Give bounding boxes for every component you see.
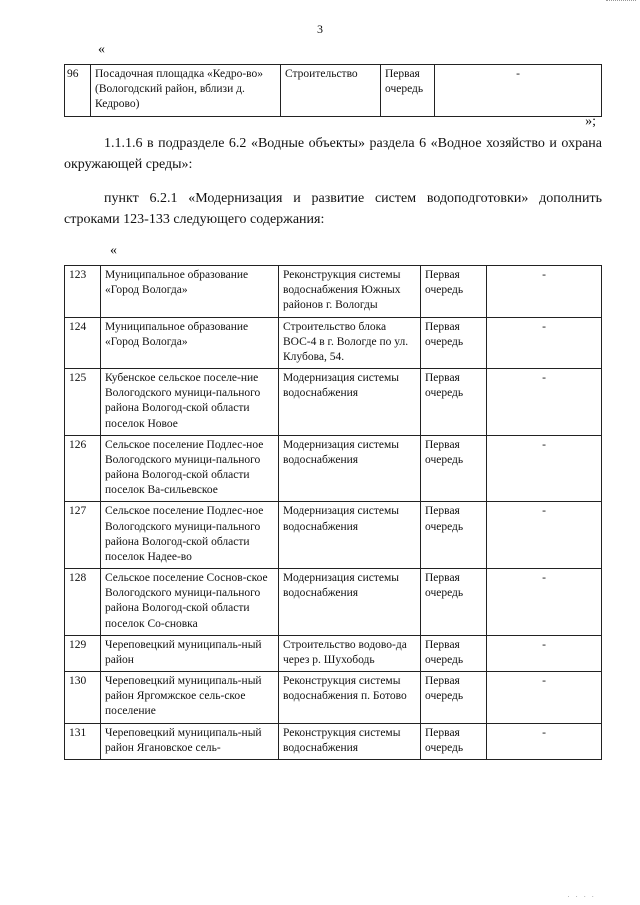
table-row — [65, 65, 602, 117]
cell-name: Муниципальное образование «Город Вологда» — [101, 266, 279, 318]
table-main — [64, 265, 602, 760]
table-row — [65, 369, 602, 436]
table-row — [65, 502, 602, 569]
cell-note: - — [487, 569, 602, 636]
cell-name: Кубенское сельское поселе-ние Вологодского муници-пального района Вологод-ской области поселок Новое — [101, 369, 279, 436]
paragraph-item-6-2-1: пункт 6.2.1 «Модернизация и развитие систем водоподготовки» дополнить строками 123-133 следующего содержания: — [64, 191, 602, 227]
table-row — [65, 266, 602, 318]
opening-quote-top: « — [98, 42, 105, 57]
cell-queue: Первая очередь — [421, 502, 487, 569]
table-row — [65, 435, 602, 502]
scan-corner-mark — [606, 0, 636, 6]
scan-bottom-mark: · · · · — [567, 893, 596, 901]
cell-name: Муниципальное образование «Город Вологда» — [101, 317, 279, 369]
cell-number: 123 — [65, 266, 101, 318]
cell-queue: Первая очередь — [421, 435, 487, 502]
cell-queue: Первая очередь — [421, 569, 487, 636]
table-row — [65, 723, 602, 759]
cell-name: Череповецкий муниципаль-ный район — [101, 635, 279, 671]
cell-number: 125 — [65, 369, 101, 436]
closing-quote: »; — [585, 114, 596, 129]
cell-note: - — [487, 317, 602, 369]
cell-queue: Первая очередь — [421, 266, 487, 318]
cell-number: 126 — [65, 435, 101, 502]
cell-number: 128 — [65, 569, 101, 636]
cell-name: Сельское поселение Подлес-ное Вологодского муници-пального района Вологод-ской области поселок Ва-сильевское — [101, 435, 279, 502]
cell-work: Реконструкция системы водоснабжения — [279, 723, 421, 759]
cell-note: - — [487, 723, 602, 759]
cell-queue: Первая очередь — [421, 635, 487, 671]
cell-name: Череповецкий муниципаль-ный район Яргомжское сель-ское поселение — [101, 672, 279, 724]
cell-note: - — [487, 266, 602, 318]
cell-note: - — [487, 369, 602, 436]
cell-number: 129 — [65, 635, 101, 671]
cell-note: - — [487, 502, 602, 569]
cell-name: Череповецкий муниципаль-ный район Ягановское сель- — [101, 723, 279, 759]
cell-name: Сельское поселение Соснов-ское Вологодского муници-пального района Вологод-ской области поселок Со-сновка — [101, 569, 279, 636]
opening-quote-main: « — [110, 243, 117, 258]
cell-work: Строительство блока ВОС-4 в г. Вологде по ул. Клубова, 54. — [279, 317, 421, 369]
cell-queue: Первая очередь — [421, 369, 487, 436]
table-row — [65, 569, 602, 636]
cell-work: Модернизация системы водоснабжения — [279, 435, 421, 502]
table-top — [64, 64, 602, 117]
page-number: 3 — [317, 22, 323, 36]
cell-work: Строительство водово-да через р. Шухободь — [279, 635, 421, 671]
cell-work: Реконструкция системы водоснабжения Южных районов г. Вологды — [279, 266, 421, 318]
cell-number: 96 — [65, 65, 91, 117]
cell-work: Реконструкция системы водоснабжения п. Ботово — [279, 672, 421, 724]
cell-queue: Первая очередь — [421, 317, 487, 369]
table-row — [65, 672, 602, 724]
cell-work: Строительство — [281, 65, 381, 117]
cell-name: Сельское поселение Подлес-ное Вологодского муници-пального района Вологод-ской области поселок Надее-во — [101, 502, 279, 569]
cell-name: Посадочная площадка «Кедро-во» (Вологодский район, вблизи д. Кедрово) — [91, 65, 281, 117]
cell-number: 131 — [65, 723, 101, 759]
table-row — [65, 317, 602, 369]
cell-work: Модернизация системы водоснабжения — [279, 502, 421, 569]
cell-number: 124 — [65, 317, 101, 369]
cell-note: - — [487, 435, 602, 502]
cell-number: 127 — [65, 502, 101, 569]
cell-note: - — [435, 65, 602, 117]
paragraph-subsection-6-2: 1.1.1.6 в подразделе 6.2 «Водные объекты» раздела 6 «Водное хозяйство и охрана окружающей среды»: — [64, 136, 602, 172]
cell-note: - — [487, 672, 602, 724]
cell-number: 130 — [65, 672, 101, 724]
cell-queue: Первая очередь — [381, 65, 435, 117]
cell-work: Модернизация системы водоснабжения — [279, 369, 421, 436]
cell-queue: Первая очередь — [421, 723, 487, 759]
cell-queue: Первая очередь — [421, 672, 487, 724]
cell-note: - — [487, 635, 602, 671]
table-row — [65, 635, 602, 671]
cell-work: Модернизация системы водоснабжения — [279, 569, 421, 636]
